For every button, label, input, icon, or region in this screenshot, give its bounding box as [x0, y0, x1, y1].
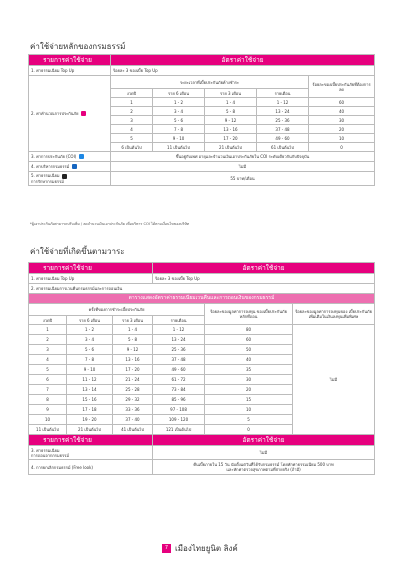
table-row: 1 1 - 2 1 - 4 1 - 12 80 ไม่มี — [29, 325, 375, 335]
header-item: รายการค่าใช้จ่าย — [29, 55, 111, 66]
table-row: 6 เป็นต้นไป 11 เป็นต้นไป 21 เป็นต้นไป 61 เป็นต้นไป 0 — [29, 143, 375, 152]
occasional-expense-table — [28, 262, 375, 475]
table-row: 9 17 - 18 33 - 36 97 - 108 10 — [29, 405, 375, 415]
header-rate: อัตราค่าใช้จ่าย — [153, 263, 375, 274]
header2-item: รายการค่าใช้จ่าย — [29, 435, 153, 446]
col-quarterly: ราย 3 เดือน — [113, 316, 153, 325]
table-row: 3 5 - 6 9 - 12 25 - 36 30 — [29, 116, 375, 125]
table-row: 2 3 - 4 5 - 8 13 - 24 40 — [29, 107, 375, 116]
section2-title: ค่าใช้จ่ายที่เกิดขึ้นตามวาระ — [30, 247, 125, 256]
topup-pct-value: ไม่มี — [293, 325, 375, 435]
header-rate: อัตราค่าใช้จ่าย — [111, 55, 375, 66]
col-semiannual: ราย 6 เดือน — [153, 89, 205, 98]
col-monthly: รายเดือน — [153, 316, 205, 325]
surrender-band: ตารางแสดงอัตราค่าธรรมเนียมเวนคืนและการถอนเงินของกรมธรรม์ — [29, 294, 375, 304]
topup-fee-value: ร้อยละ 3 ของเบี้ย Top Up — [111, 66, 375, 76]
overdue-group-header: ระยะเวลาที่เบี้ยประกันภัยค้างชำระ — [111, 76, 309, 89]
table-row: 3 5 - 6 9 - 12 25 - 36 50 — [29, 345, 375, 355]
table-row: 4 7 - 8 13 - 16 37 - 48 40 — [29, 355, 375, 365]
col-annual: งวดปี — [111, 89, 153, 98]
pink-square-icon — [81, 111, 86, 116]
section1-note: *ผู้เอาประกันภัยสามารถปรับเพิ่ม / ลดจำนวนเงินเอาประกันภัย เพื่อบริหาร COI ได้ตามเงื่อนไขของบริษัท — [30, 222, 190, 226]
coi-value: ขึ้นอยู่กับเพศ อายุและจำนวนเงินเอาประกันภัยใน COI ระดับเดียวกันกับปัจจุบัน — [111, 152, 375, 162]
table-row: 6 11 - 12 21 - 24 61 - 72 30 — [29, 375, 375, 385]
col-quarterly: ราย 3 เดือน — [205, 89, 257, 98]
freelook-value: คืนเบี้ยภายใน 15 วัน นับตั้งแต่วันที่ได้รับกรมธรรม์ โดยหักค่าธรรมเนียม 500 บาท และหักค่าตรวจสุขภาพตามที่จ่ายจริง (ถ้ามี) — [153, 460, 375, 475]
header-item: รายการค่าใช้จ่าย — [29, 263, 153, 274]
col-annual: งวดปี — [29, 316, 67, 325]
section1-title: ค่าใช้จ่ายหลักของกรมธรรม์ — [30, 42, 126, 51]
admin-fee-value: ไม่มี — [111, 162, 375, 172]
col-monthly: รายเดือน — [257, 89, 309, 98]
col-semiannual: ราย 6 เดือน — [67, 316, 113, 325]
coi-label: 3. ค่าการประกันภัย (COI) — [29, 152, 111, 162]
pct-header: ร้อยละของมูลค่าการลงทุน ของเบี้ยประกันภัยหลักที่ถอน — [205, 304, 293, 325]
maintenance-fee-label: 5. ค่าธรรมเนียม การรักษากรมธรรม์ — [29, 172, 111, 186]
header2-rate: อัตราค่าใช้จ่าย — [153, 435, 375, 446]
table-row: 7 13 - 14 25 - 28 73 - 84 20 — [29, 385, 375, 395]
table-row: 4 7 - 8 13 - 16 37 - 48 20 — [29, 125, 375, 134]
table-row: 2 3 - 4 5 - 8 13 - 24 60 — [29, 335, 375, 345]
withdraw-fee-label: 3. ค่าธรรมเนียม การถอนจากกรมธรรม์ — [29, 446, 153, 460]
maintenance-fee-value: 55 บาท/เดือน — [111, 172, 375, 186]
blue-square-icon — [79, 154, 84, 159]
table-row: 5 9 - 10 17 - 20 49 - 60 35 — [29, 365, 375, 375]
admin-fee-label: 4. ค่าบริหารกรมธรรม์ — [29, 162, 111, 172]
topup-fee-label: 1. ค่าธรรมเนียม Top Up — [29, 274, 153, 284]
page-footer — [162, 543, 238, 553]
freelook-label: 4. การยกเลิกกรมธรรม์ (Free look) — [29, 460, 153, 475]
brand-name: เมืองไทยยูนิต ลิงค์ — [175, 543, 238, 553]
main-expense-table — [28, 54, 375, 186]
payment-group-header: ครั้งที่ของการชำระเบี้ยประกันภัย — [29, 304, 205, 316]
table-row: 11 เป็นต้นไป 21 เป็นต้นไป 41 เป็นต้นไป 121 เป็นต้นไป 0 — [29, 425, 375, 435]
table-row: 8 15 - 16 29 - 32 85 - 96 15 — [29, 395, 375, 405]
calc-fee-label: 2. ค่าคำนวณการประกันภัย — [29, 76, 111, 152]
withdraw-fee-value: ไม่มี — [153, 446, 375, 460]
topup-pct-header: ร้อยละของมูลค่าการลงทุนของ เบี้ยประกันภัยเพิ่มเติมในเงินลงทุนเพิ่มพิเศษ — [293, 304, 375, 325]
table-row: 5 9 - 10 17 - 20 49 - 60 10 — [29, 134, 375, 143]
darkblue-square-icon — [72, 164, 77, 169]
pct-header: ร้อยละของเบี้ยประกันภัยที่ต้องการลด — [309, 76, 375, 98]
page-number: 7 — [162, 544, 171, 553]
table-row: 10 19 - 20 37 - 40 109 - 120 5 — [29, 415, 375, 425]
topup-fee-label: 1. ค่าธรรมเนียม Top Up — [29, 66, 111, 76]
surrender-fee-label: 2. ค่าธรรมเนียมการเวนคืนกรมธรรม์และการถอนเงิน — [29, 284, 375, 294]
topup-fee-value: ร้อยละ 3 ของเบี้ย Top Up — [153, 274, 375, 284]
table-row: 1 1 - 2 1 - 4 1 - 12 60 — [29, 98, 375, 107]
